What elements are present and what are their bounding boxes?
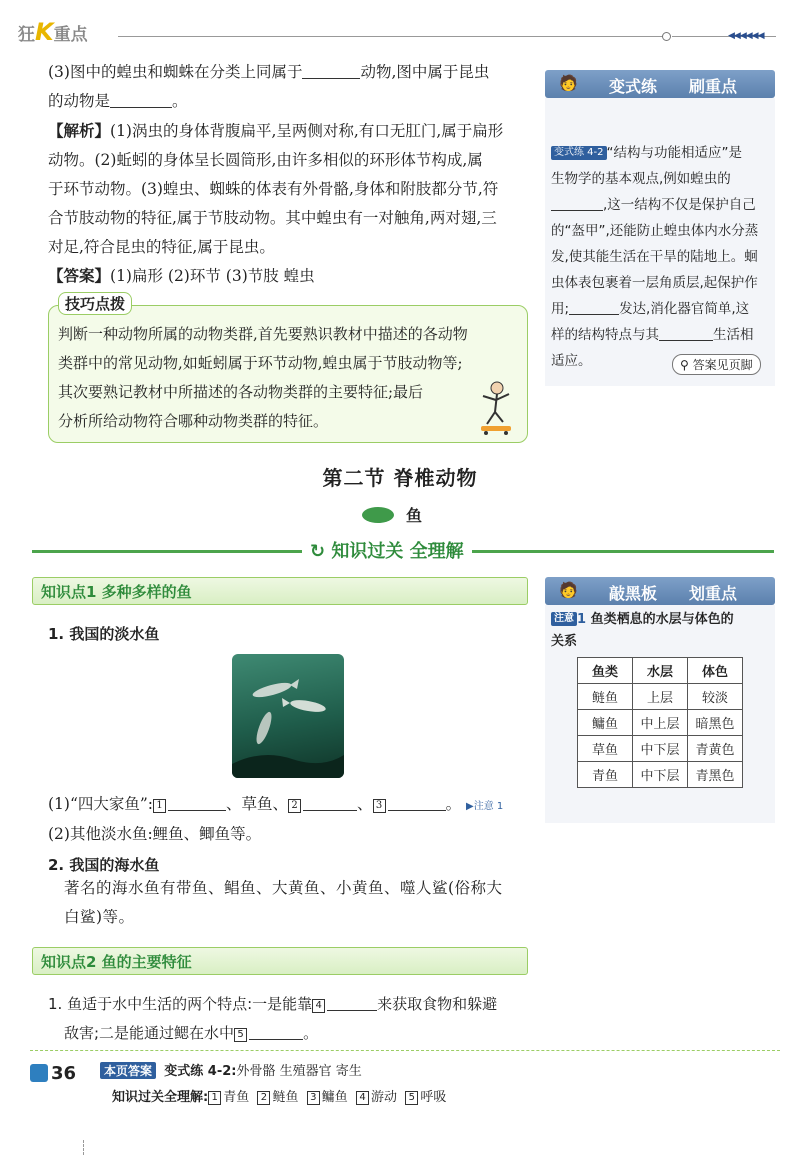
analysis-line: 于环节动物。(3)蝗虫、蜘蛛的体表有外骨骼,身体和附肢都分节,符 (48, 180, 499, 198)
table-row (578, 710, 743, 736)
answer-number-2: 2 (257, 1091, 270, 1105)
variant-line: 用; (551, 301, 570, 317)
kp2-text (48, 990, 538, 1048)
blank (110, 107, 172, 108)
blank (388, 810, 446, 811)
note-number: 1 (577, 612, 587, 627)
blank-number-2: 2 (288, 799, 301, 813)
variant-answer-label: 变式练 4-2: (164, 1064, 237, 1079)
variant-tag: 变式练 4-2 (551, 146, 607, 160)
tip-line: 类群中的常见动物,如蚯蚓属于环节动物,蝗虫属于节肢动物等; (58, 354, 463, 372)
header-arrows-icon: ◀◀◀◀◀◀ (728, 31, 764, 41)
knowledge-answer-label: 知识过关全理解: (112, 1090, 209, 1105)
kp1-title: 知识点1 多种多样的鱼 (41, 583, 192, 601)
tip-line: 分析所给动物符合哪种动物类群的特征。 (58, 412, 329, 430)
note-tag: 注意 (551, 612, 577, 626)
answer-text: (1)扁形 (2)环节 (3)节肢 蝗虫 (110, 267, 315, 285)
answer-item: 游动 (371, 1090, 398, 1105)
subsection-number-badge (362, 507, 394, 523)
table-header: 体色 (688, 658, 743, 684)
brand-prefix: 狂 (18, 25, 35, 45)
answer-number-4: 4 (356, 1091, 369, 1105)
footer-dotted-line (83, 1140, 84, 1155)
table-row (578, 736, 743, 762)
kp2-title: 知识点2 鱼的主要特征 (41, 953, 192, 971)
kp1-text: 、 (357, 795, 373, 813)
variant-header-b: 刷重点 (689, 77, 738, 96)
q3-text-4: 。 (172, 92, 188, 110)
footer-answers-knowledge (112, 1086, 446, 1105)
kp1-paragraph (64, 874, 528, 932)
blank (327, 1010, 377, 1011)
page-number (30, 1063, 76, 1084)
tip-text (58, 320, 518, 436)
kp1-text: 。 (445, 795, 462, 813)
table-cell: 较淡 (688, 684, 743, 710)
analysis (48, 116, 528, 262)
tip-label: 技巧点拨 (58, 292, 132, 315)
kp2-line: 。 (303, 1024, 319, 1042)
subsection-text: 鱼 (406, 506, 423, 525)
answer-item: 呼吸 (420, 1090, 447, 1105)
table-row (578, 684, 743, 710)
answer-number-3: 3 (307, 1091, 320, 1105)
answer-item: 青鱼 (223, 1090, 250, 1105)
fish-photo (232, 654, 344, 778)
table-cell: 鳙鱼 (578, 710, 633, 736)
blackboard-header-b: 划重点 (689, 584, 738, 603)
kp1-heading-1: 1. 我国的淡水鱼 (48, 625, 160, 643)
note-title: 鱼类栖息的水层与体色的 (590, 612, 734, 627)
variant-line: 的“盔甲”,还能防止蝗虫体内水分蒸 (551, 223, 759, 239)
brand-suffix: 重点 (53, 25, 88, 45)
brand-logo (18, 18, 88, 46)
analysis-line: 对足,符合昆虫的特征,属于昆虫。 (48, 238, 275, 256)
table-cell: 鲢鱼 (578, 684, 633, 710)
table-header: 鱼类 (578, 658, 633, 684)
variant-line: ,这一结构不仅是保护自己 (603, 197, 756, 213)
table-cell: 中下层 (633, 762, 688, 788)
subsection-title (362, 503, 422, 526)
skater-illustration (475, 380, 515, 435)
section-title: 第二节 脊椎动物 (322, 466, 478, 490)
header-dot (662, 32, 671, 41)
kp2-line: 来获取食物和躲避 (377, 995, 498, 1013)
analysis-line: 合节肢动物的特征,属于节肢动物。其中蝗虫有一对触角,两对翅,三 (48, 209, 497, 227)
q3-text-3: 的动物是 (48, 92, 111, 110)
blank (168, 810, 226, 811)
knowledge-point-1-bar (32, 577, 528, 605)
table-cell: 中下层 (633, 736, 688, 762)
kp2-line: 1. 鱼适于水中生活的两个特点:一是能靠 (48, 995, 313, 1013)
answer-label: 【答案】 (48, 266, 111, 285)
variant-header (545, 70, 775, 98)
note-title-2: 关系 (551, 634, 578, 649)
blank (303, 810, 357, 811)
analysis-label: 【解析】 (48, 121, 111, 140)
variant-line: 虫体表包裹着一层角质层,起保护作 (551, 275, 758, 291)
variant-header-a: 变式练 (609, 77, 658, 96)
note-heading (551, 609, 773, 653)
footer-answers-variant (100, 1060, 362, 1079)
kp1-text: 著名的海水鱼有带鱼、鲳鱼、大黄鱼、小黄鱼、噬人鲨(俗称大 (64, 879, 503, 897)
answer-badge: 本页答案 (100, 1062, 156, 1079)
knowledge-point-2-bar (32, 947, 528, 975)
table-cell: 中上层 (633, 710, 688, 736)
page-icon (30, 1064, 48, 1082)
answer-number-1: 1 (208, 1091, 221, 1105)
page-number-text: 36 (51, 1063, 77, 1084)
table-cell: 暗黑色 (688, 710, 743, 736)
tip-line: 判断一种动物所属的动物类群,首先要熟识教材中描述的各动物 (58, 325, 468, 343)
blank-number-4: 4 (312, 999, 325, 1013)
fish-icon (232, 654, 344, 778)
fish-layer-table (577, 657, 743, 788)
kp1-text: (1)“四大家鱼”: (48, 795, 154, 813)
brand-k: K (35, 18, 54, 46)
answer-footnote-text: 答案见页脚 (692, 358, 753, 372)
knowledge-title-text: 知识过关 全理解 (331, 541, 464, 562)
kp1-line-2: (2)其他淡水鱼:鲤鱼、鲫鱼等。 (48, 825, 262, 843)
blank (249, 1039, 303, 1040)
kp1-heading-2: 2. 我国的海水鱼 (48, 856, 160, 874)
knowledge-title (302, 537, 472, 563)
table-cell: 青黄色 (688, 736, 743, 762)
table-cell: 上层 (633, 684, 688, 710)
blank-number-5: 5 (234, 1028, 247, 1042)
variant-line: 样的结构特点与其 (551, 327, 659, 343)
q3-text-2: 动物,图中属于昆虫 (360, 63, 490, 81)
key-icon: ⚲ (680, 358, 689, 372)
variant-line: 发,使其能生活在干旱的陆地上。蛔 (551, 249, 758, 265)
kp2-line: 敌害;二是能通过鳃在水中 (64, 1024, 235, 1042)
blank (302, 78, 360, 79)
table-header-row (578, 658, 743, 684)
table-row (578, 762, 743, 788)
answer (48, 261, 528, 291)
tip-line: 其次要熟记教材中所描述的各动物类群的主要特征;最后 (58, 383, 424, 401)
variant-line: 发达,消化器官简单,这 (619, 301, 750, 317)
answer-item: 鳙鱼 (321, 1090, 348, 1105)
blackboard-header-a: 敲黑板 (609, 584, 658, 603)
table-header: 水层 (633, 658, 688, 684)
note-reference-link[interactable]: ▶注意 1 (466, 801, 504, 812)
blank (551, 210, 603, 211)
student-icon: 🧑 (559, 74, 578, 92)
variant-line: 生物学的基本观点,例如蝗虫的 (551, 171, 731, 187)
analysis-line: (1)涡虫的身体背腹扁平,呈两侧对称,有口无肛门,属于扁形 (110, 122, 504, 140)
kp1-text: 、草鱼、 (226, 795, 289, 813)
question-3 (48, 58, 528, 116)
table-cell: 青鱼 (578, 762, 633, 788)
q3-text-1: (3)图中的蝗虫和蜘蛛在分类上同属于 (48, 63, 303, 81)
kp1-line-1 (48, 790, 548, 821)
table-cell: 草鱼 (578, 736, 633, 762)
variant-line: 生活相 (713, 327, 754, 343)
table-cell: 青黑色 (688, 762, 743, 788)
header-rule (118, 36, 663, 37)
answer-footnote-badge (672, 354, 761, 375)
variant-line: 适应。 (551, 353, 592, 369)
analysis-line: 动物。(2)蚯蚓的身体呈长圆筒形,由许多相似的环形体节构成,属 (48, 151, 483, 169)
blank (659, 340, 713, 341)
swirl-icon: ↻ (310, 541, 326, 562)
variant-line: “结构与功能相适应”是 (606, 145, 743, 161)
answer-number-5: 5 (405, 1091, 418, 1105)
variant-answers: 外骨骼 生殖器官 寄生 (236, 1064, 362, 1079)
student-icon: 🧑 (559, 581, 578, 599)
blank-number-3: 3 (373, 799, 386, 813)
kp1-text: 白鲨)等。 (64, 908, 135, 926)
variant-text (551, 140, 771, 374)
blank (569, 314, 619, 315)
answer-item: 鲢鱼 (272, 1090, 299, 1105)
blank-number-1: 1 (153, 799, 166, 813)
blackboard-header (545, 577, 775, 605)
